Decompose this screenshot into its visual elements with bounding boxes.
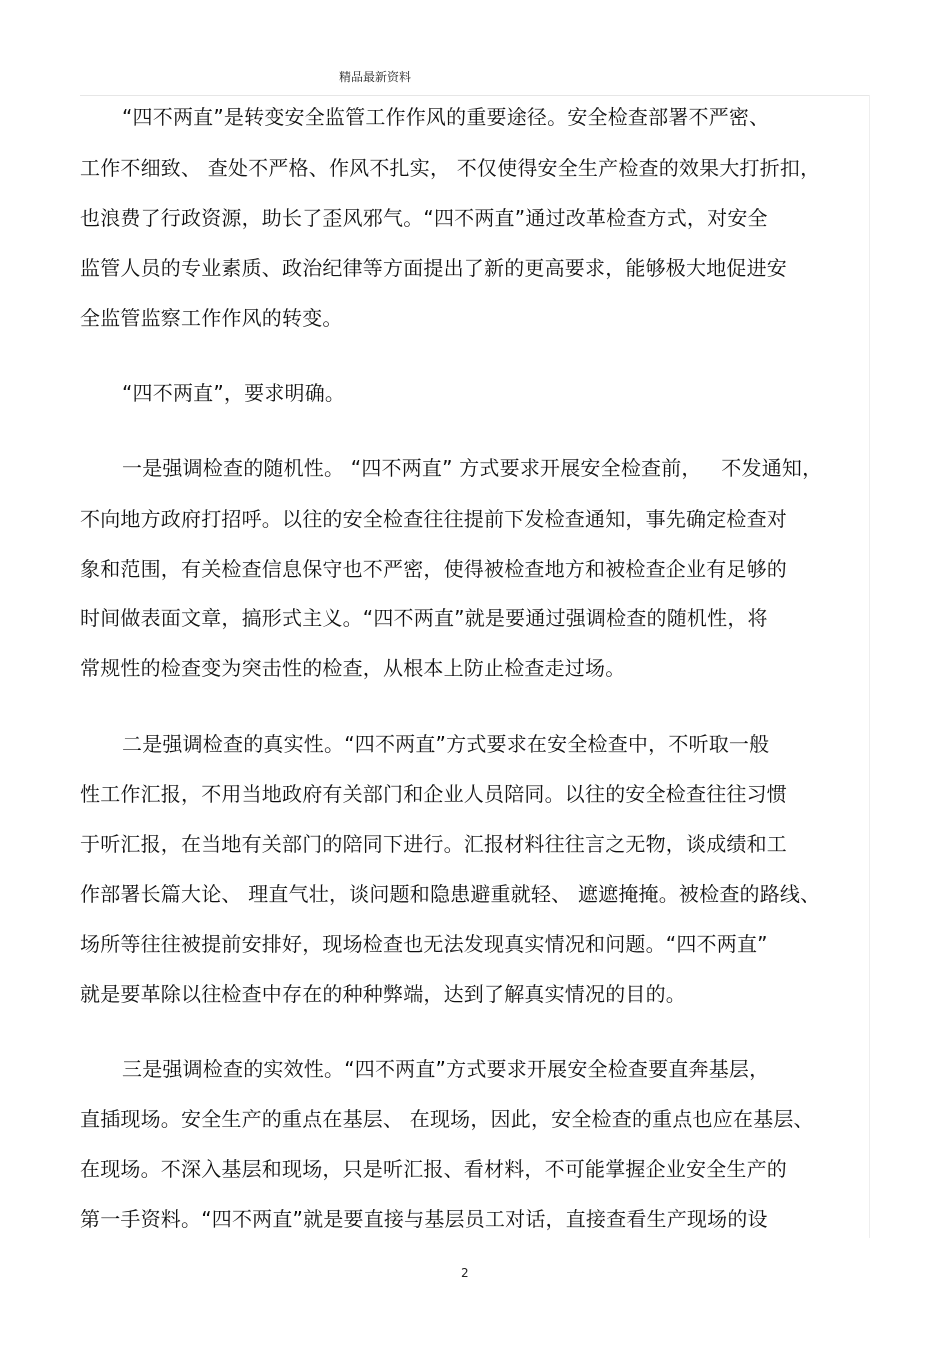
header-divider bbox=[80, 95, 869, 96]
text-line: 时间做表面文章，搞形式主义。“四不两直”就是要通过强调检查的随机性，将 bbox=[80, 606, 768, 630]
text-line: 场所等往往被提前安排好，现场检查也无法发现真实情况和问题。“四不两直” bbox=[80, 932, 768, 956]
text-line: 常规性的检查变为突击性的检查，从根本上防止检查走过场。 bbox=[80, 656, 626, 680]
text-line: 二是强调检查的真实性。“四不两直”方式要求在安全检查中，不听取一般 bbox=[122, 732, 770, 756]
text-line: “四不两直”是转变安全监管工作作风的重要途径。安全检查部署不严密、 bbox=[122, 105, 770, 129]
header-label: 精品最新资料 bbox=[339, 70, 412, 84]
text-line: 一是强调检查的随机性。 “四不两直” 方式要求开展安全检查前， 不发通知， bbox=[122, 456, 823, 480]
text-line: 也浪费了行政资源，助长了歪风邪气。“四不两直”通过改革检查方式，对安全 bbox=[80, 206, 768, 230]
text-line: 性工作汇报，不用当地政府有关部门和企业人员陪同。以往的安全检查往往习惯 bbox=[80, 782, 787, 806]
text-line: 不向地方政府打招呼。以往的安全检查往往提前下发检查通知，事先确定检查对 bbox=[80, 507, 787, 531]
text-line: 监管人员的专业素质、政治纪律等方面提出了新的更高要求，能够极大地促进安 bbox=[80, 256, 787, 280]
page-number: 2 bbox=[461, 1266, 469, 1280]
text-line: 三是强调检查的实效性。“四不两直”方式要求开展安全检查要直奔基层， bbox=[122, 1057, 770, 1081]
text-line: 直插现场。安全生产的重点在基层、 在现场，因此，安全检查的重点也应在基层、 bbox=[80, 1107, 814, 1131]
right-margin-rule bbox=[869, 95, 870, 1238]
text-line: 象和范围，有关检查信息保守也不严密，使得被检查地方和被检查企业有足够的 bbox=[80, 557, 787, 581]
text-line: “四不两直”，要求明确。 bbox=[122, 381, 346, 405]
text-line: 于听汇报，在当地有关部门的陪同下进行。汇报材料往往言之无物，谈成绩和工 bbox=[80, 832, 787, 856]
text-line: 作部署长篇大论、 理直气壮，谈问题和隐患避重就轻、 遮遮掩掩。被检查的路线、 bbox=[80, 882, 821, 906]
text-line: 工作不细致、 查处不严格、作风不扎实， 不仅使得安全生产检查的效果大打折扣， bbox=[80, 156, 821, 180]
text-line: 在现场。不深入基层和现场，只是听汇报、看材料，不可能掌握企业安全生产的 bbox=[80, 1157, 787, 1181]
text-line: 第一手资料。“四不两直”就是要直接与基层员工对话，直接查看生产现场的设 bbox=[80, 1207, 768, 1231]
text-line: 就是要革除以往检查中存在的种种弊端，达到了解真实情况的目的。 bbox=[80, 982, 686, 1006]
text-line: 全监管监察工作作风的转变。 bbox=[80, 306, 343, 330]
